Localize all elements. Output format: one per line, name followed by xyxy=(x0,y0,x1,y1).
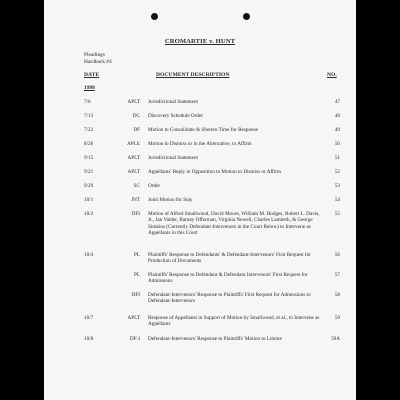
row-description: Motion to Consolidate & Shorten Time for Response xyxy=(148,127,258,133)
binder-hole-right xyxy=(243,13,250,20)
row-date: 7/22 xyxy=(84,127,94,133)
row-description: Motion of Alfred Smallwood, David Moore, William M. Hodges, Robert L. Davis, Jr., Jan Valder, Barney Offerman, Virginia Newell, Charles Lambeth, & George Simkins (Currently Defendant-Intervenors in the Court Below) to Intervene as Appellants in this Court xyxy=(148,211,320,236)
row-number: 55 xyxy=(334,211,340,217)
row-code: APLT xyxy=(127,99,140,105)
row-code: SC xyxy=(133,183,140,189)
row-description: Jurisdictional Statement xyxy=(148,99,198,105)
row-code: DFI xyxy=(131,292,140,298)
row-description: Defendant-Intervenors' Response to Plaintiffs' Motion to Limine xyxy=(148,336,282,342)
row-number: 54 xyxy=(334,197,340,203)
row-code: PL xyxy=(133,272,140,278)
header-date: DATE xyxy=(84,72,100,78)
row-number: 53 xyxy=(334,183,340,189)
row-date: 9/21 xyxy=(84,169,94,175)
document-meta xyxy=(84,52,112,65)
row-number: 58 xyxy=(334,292,340,298)
row-description: Defendant-Intervenors' Response to Plaintiffs' First Request for Admissions to Defendant-Intervenors xyxy=(148,292,311,305)
row-date: 7/6 xyxy=(84,99,91,105)
header-description: DOCUMENT DESCRIPTION xyxy=(156,72,230,78)
document-page xyxy=(44,0,356,400)
row-code: DF-I xyxy=(129,336,140,342)
row-code: PL xyxy=(133,252,140,258)
meta-line-2: Hardback #4 xyxy=(84,58,112,65)
row-date: 9/29 xyxy=(84,183,94,189)
row-code: APLT xyxy=(127,155,140,161)
row-number: 56 xyxy=(334,252,340,258)
row-number: 50 xyxy=(334,141,340,147)
meta-line-1: Pleadings xyxy=(84,52,105,58)
row-number: 48 xyxy=(334,113,340,119)
row-code: DC xyxy=(132,113,140,119)
row-code: DF xyxy=(133,127,140,133)
row-date: 9/15 xyxy=(84,155,94,161)
row-code: APLT xyxy=(127,315,140,321)
row-description: Plaintiffs' Response to Defendants' & Defendant-Intervenors' First Request for Production of Documents xyxy=(148,252,311,265)
header-no: NO. xyxy=(327,72,337,78)
row-description: Joint Motion for Stay xyxy=(148,197,193,203)
row-date: 8/26 xyxy=(84,141,94,147)
row-code: DFI xyxy=(131,211,140,217)
row-date: 10/2 xyxy=(84,211,94,217)
row-date: 10/1 xyxy=(84,197,94,203)
row-description: Order xyxy=(148,183,161,189)
row-number: 47 xyxy=(334,99,340,105)
row-code: APLE xyxy=(127,141,140,147)
page-title: CROMARTIE v. HUNT xyxy=(164,38,236,45)
row-description: Motion to Dismiss or in the Alternative, to Affirm xyxy=(148,141,252,147)
row-number: 49 xyxy=(334,127,340,133)
row-date: 10/4 xyxy=(84,252,94,258)
binder-hole-left xyxy=(151,13,158,20)
year-heading: 1998 xyxy=(84,85,95,91)
row-code: APLT xyxy=(127,169,140,175)
row-date: 7/13 xyxy=(84,113,94,119)
row-date: 10/7 xyxy=(84,315,94,321)
row-date: 10/8 xyxy=(84,336,94,342)
row-description: Response of Appellants in Support of Motion by Smallwood, et al., to Intervene as Appellants xyxy=(148,315,320,328)
row-description: Appellants' Reply in Opposition to Motion to Dismiss or Affirm xyxy=(148,169,281,175)
row-number: 57 xyxy=(334,272,340,278)
row-description: Jurisdictional Statement xyxy=(148,155,198,161)
row-number: 51 xyxy=(334,155,340,161)
row-description: Plaintiffs' Response to Defendant & Defendant Intervenors' First Request for Admissions xyxy=(148,272,308,285)
row-description: Discovery Schedule Order xyxy=(148,113,204,119)
row-number: 59A xyxy=(331,336,340,342)
row-number: 59 xyxy=(334,315,340,321)
row-number: 52 xyxy=(334,169,340,175)
row-code: JNT xyxy=(131,197,140,203)
